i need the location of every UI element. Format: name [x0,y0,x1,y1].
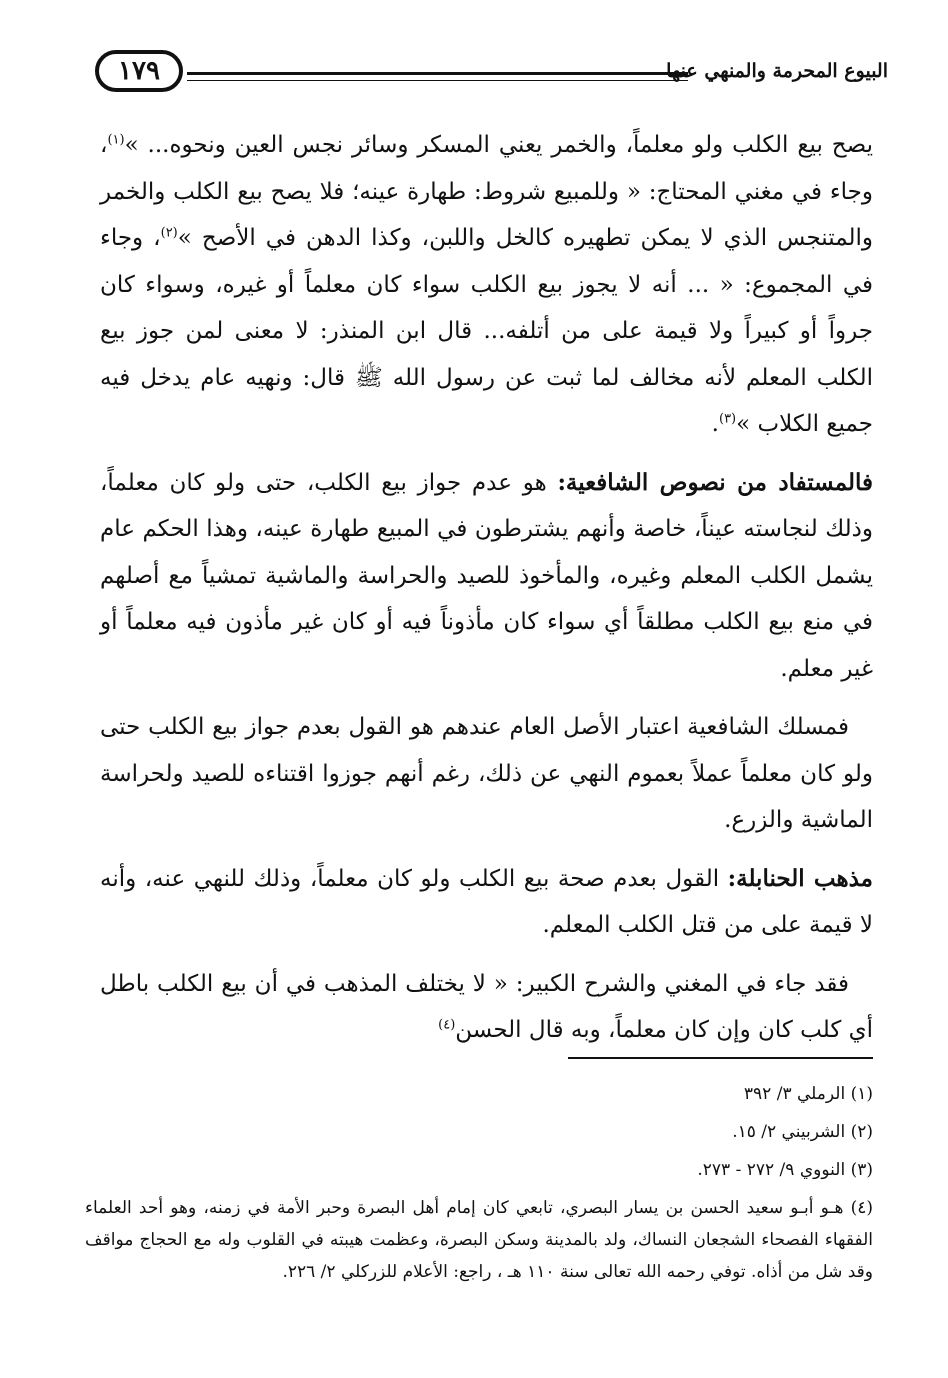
paragraph-2 [100,460,873,693]
paragraph-1 [100,122,873,448]
footnote-ref-3: (٣) [718,411,737,427]
p5-text: فقد جاء في المغني والشرح الكبير: « لا يختلف المذهب في أن بيع الكلب باطل أي كلب كان وإن كان معلماً، وبه قال الحسن [100,970,873,1043]
paragraph-5 [100,961,873,1054]
p4-lead: مذهب الحنابلة: [727,864,873,892]
p2-lead: فالمستفاد من نصوص الشافعية: [557,468,873,496]
footnote-ref-1: (١) [107,132,125,148]
p1-text-d: . [711,411,719,437]
header-rule-thin [187,80,688,81]
p2-text: هو عدم جواز بيع الكلب، حتى ولو كان معلماً، وذلك لنجاسته عيناً، خاصة وأنهم يشترطون في المبيع طهارة عينه، وهذا الحكم عام يشمل الكلب المعلم وغيره، والمأخوذ للصيد والحراسة والماشية تمشياً مع أصلهم في منع بيع الكلب مطلقاً أي سواء كان مأذوناً فيه أو كان غير مأذون فيه معلماً أو غير معلم. [100,469,873,682]
p1-text-b: ، وجاء في مغني المحتاج: « وللمبيع شروط: طهارة عينه؛ فلا يصح بيع الكلب والخمر والمتنجس الذي لا يمكن تطهيره كالخل واللبن، وكذا الدهن في الأصح » [100,132,873,251]
footnote-2: (٢) الشربيني ٢/ ١٥. [732,1122,873,1142]
footnote-separator [568,1057,873,1059]
main-text [100,122,873,1066]
paragraph-4 [100,856,873,949]
running-title: البيوع المحرمة والمنهي عنها [666,60,888,82]
paragraph-3 [100,704,873,844]
page-number: ١٧٩ [118,56,160,86]
footnote-ref-4: (٤) [438,1017,456,1033]
footnote-ref-2: (٢) [160,225,178,241]
footnote-1: (١) الرملي ٣/ ٣٩٢ [743,1084,873,1104]
p3-text: فمسلك الشافعية اعتبار الأصل العام عندهم هو القول بعدم جواز بيع الكلب حتى ولو كان معلماً عملاً بعموم النهي عن ذلك، رغم أنهم جوزوا اقتناءه للصيد ولحراسة الماشية والزرع. [100,714,873,833]
header-rule-thick [187,72,688,75]
footnote-4: (٤) هـو أبـو سعيد الحسن بن يسار البصري، تابعي كان إمام أهل البصرة وحبر الأمة في زمنه، وهو أحد العلماء الفقهاء الفصحاء الشجعان النساك، ولد بالمدينة وسكن البصرة، وعظمت هيبته في القلوب وله مع الحجاج مواقف وقد شل من أذاه. توفي رحمه الله تعالى سنة ١١٠ هـ ، راجع: الأعلام للزركلي ٢/ ٢٢٦. [85,1198,873,1282]
page-header [95,42,888,102]
p1-text-c: ، وجاء في المجموع: « ... أنه لا يجوز بيع الكلب سواء كان معلماً أو غيره، وسواء كان جرواً أو كبيراً ولا قيمة على من أتلفه... قال ابن المنذر: لا معنى لمن جوز بيع الكلب المعلم لأنه مخالف لما ثبت عن رسول الله ﷺ قال: ونهيه عام يدخل فيه جميع الكلاب » [100,225,873,437]
footnotes [85,1078,873,1294]
p4-text: القول بعدم صحة بيع الكلب ولو كان معلماً، وذلك للنهي عنه، وأنه لا قيمة على من قتل الكلب المعلم. [100,865,873,938]
footnote-3: (٣) النووي ٩/ ٢٧٢ - ٢٧٣. [697,1160,873,1180]
p1-text-a: يصح بيع الكلب ولو معلماً، والخمر يعني المسكر وسائر نجس العين ونحوه... » [124,132,873,158]
page-number-badge [95,50,183,92]
